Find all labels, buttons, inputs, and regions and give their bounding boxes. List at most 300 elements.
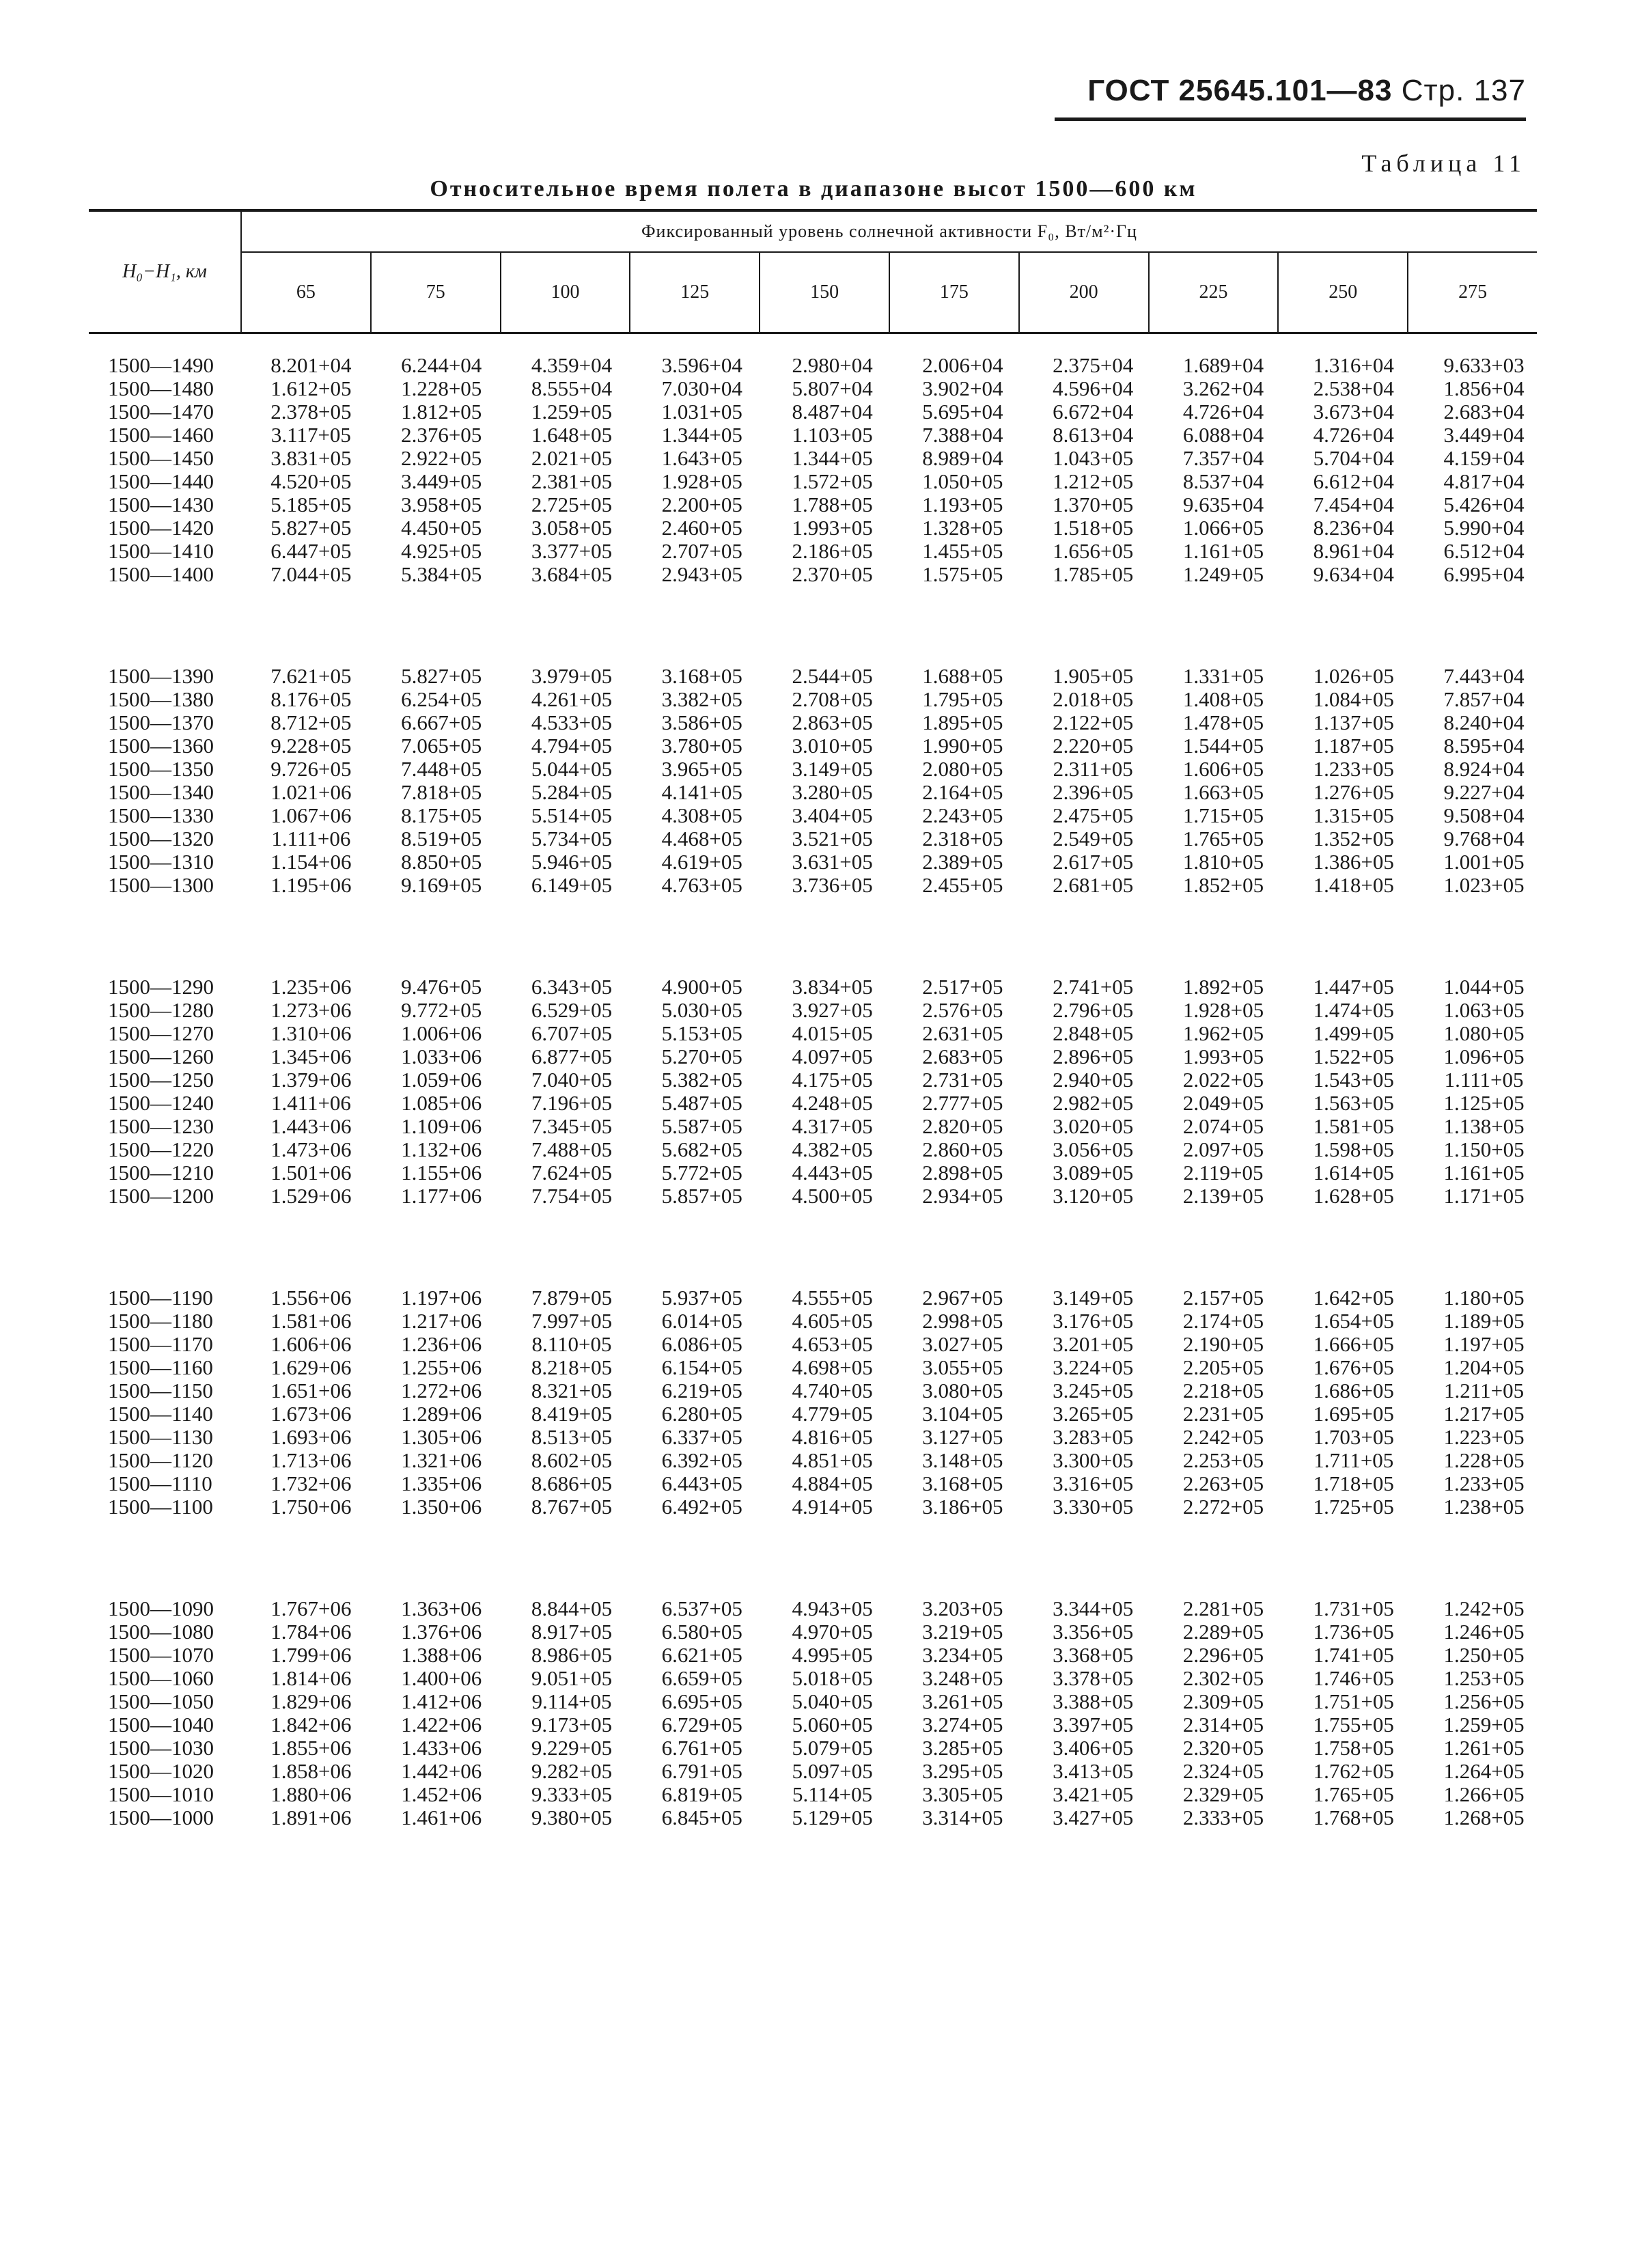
value-cell: 1.412+06 <box>401 1689 482 1713</box>
table-row <box>108 874 1549 897</box>
value-cell: 1.606+05 <box>1182 757 1264 781</box>
value-cell: 1.352+05 <box>1313 827 1394 850</box>
value-cell: 1.767+06 <box>270 1596 352 1620</box>
value-cell: 5.185+05 <box>270 493 352 516</box>
value-cell: 3.055+05 <box>922 1355 1003 1379</box>
value-cell: 6.154+05 <box>661 1355 742 1379</box>
value-cell: 9.476+05 <box>401 975 482 999</box>
value-cell: 1.731+05 <box>1313 1596 1394 1620</box>
value-cell: 5.990+04 <box>1443 516 1525 540</box>
height-range-cell: 1500—1370 <box>108 710 214 734</box>
value-cell: 6.845+05 <box>661 1806 742 1829</box>
value-cell: 8.519+05 <box>401 827 482 850</box>
value-cell: 1.138+05 <box>1443 1114 1525 1138</box>
height-range-cell: 1500—1190 <box>108 1286 213 1310</box>
value-cell: 1.522+05 <box>1313 1045 1394 1068</box>
value-cell: 9.173+05 <box>531 1713 613 1737</box>
value-cell: 1.422+06 <box>401 1713 482 1737</box>
value-cell: 1.518+05 <box>1053 516 1134 540</box>
value-cell: 1.272+06 <box>401 1379 482 1402</box>
height-range-cell: 1500—1390 <box>108 664 214 688</box>
value-cell: 1.204+05 <box>1443 1355 1525 1379</box>
table-title: Относительное время полета в диапазоне высот 1500—600 км <box>430 176 1197 202</box>
height-range-cell: 1500—1220 <box>108 1137 214 1161</box>
value-cell: 1.673+06 <box>270 1402 352 1426</box>
value-cell: 2.378+05 <box>270 400 352 424</box>
height-range-cell: 1500—1200 <box>108 1184 214 1208</box>
value-cell: 4.851+05 <box>792 1448 873 1472</box>
value-cell: 1.689+04 <box>1182 353 1264 377</box>
table-row <box>108 470 1549 493</box>
value-cell: 1.990+05 <box>922 734 1003 758</box>
value-cell: 4.740+05 <box>792 1379 873 1402</box>
value-cell: 5.153+05 <box>661 1021 742 1045</box>
value-cell: 3.834+05 <box>792 975 873 999</box>
solar-level-header: 75 <box>372 253 501 332</box>
value-cell: 6.254+05 <box>401 687 482 711</box>
value-cell: 1.249+05 <box>1182 562 1264 586</box>
value-cell: 3.148+05 <box>922 1448 1003 1472</box>
value-cell: 3.283+05 <box>1053 1425 1134 1449</box>
value-cell: 1.033+06 <box>401 1045 482 1068</box>
value-cell: 7.754+05 <box>531 1184 613 1208</box>
value-cell: 1.447+05 <box>1313 975 1394 999</box>
value-cell: 3.596+04 <box>661 353 742 377</box>
height-range-cell: 1500—1240 <box>108 1091 214 1115</box>
value-cell: 1.686+05 <box>1313 1379 1394 1402</box>
value-cell: 7.621+05 <box>270 664 352 688</box>
table-row <box>108 377 1549 400</box>
value-cell: 6.612+04 <box>1313 469 1394 493</box>
value-cell: 1.211+05 <box>1444 1379 1525 1402</box>
height-range-cell: 1500—1380 <box>108 687 214 711</box>
value-cell: 3.927+05 <box>792 998 873 1022</box>
value-cell: 1.855+06 <box>270 1736 352 1760</box>
value-cell: 1.111+06 <box>271 827 351 850</box>
table-row <box>108 1713 1549 1737</box>
solar-level-header: 100 <box>501 253 631 332</box>
value-cell: 1.103+05 <box>792 423 873 447</box>
value-cell: 1.155+06 <box>401 1161 482 1185</box>
value-cell: 2.707+05 <box>661 539 742 563</box>
value-cell: 3.020+05 <box>1053 1114 1134 1138</box>
value-cell: 2.848+05 <box>1053 1021 1134 1045</box>
table-row <box>108 1068 1549 1092</box>
value-cell: 1.741+05 <box>1313 1643 1394 1667</box>
table-row <box>108 781 1549 804</box>
value-cell: 1.316+04 <box>1313 353 1394 377</box>
height-range-cell: 1500—1210 <box>108 1161 214 1185</box>
value-cell: 1.499+05 <box>1313 1021 1394 1045</box>
table-row <box>108 976 1549 999</box>
value-cell: 3.684+05 <box>531 562 613 586</box>
table-row <box>108 1620 1549 1644</box>
value-cell: 6.621+05 <box>661 1643 742 1667</box>
solar-level-header: 225 <box>1150 253 1279 332</box>
value-cell: 7.857+04 <box>1443 687 1525 711</box>
value-cell: 4.925+05 <box>401 539 482 563</box>
value-cell: 3.377+05 <box>531 539 613 563</box>
value-cell: 1.433+06 <box>401 1736 482 1760</box>
value-cell: 3.736+05 <box>792 873 873 897</box>
value-cell: 1.642+05 <box>1313 1286 1394 1310</box>
height-range-cell: 1500—1180 <box>108 1309 213 1333</box>
value-cell: 1.268+05 <box>1443 1806 1525 1829</box>
value-cell: 1.150+05 <box>1443 1137 1525 1161</box>
value-cell: 8.767+05 <box>531 1495 613 1519</box>
height-range-header: H₀−H₁, км <box>89 212 242 332</box>
value-cell: 1.765+05 <box>1182 827 1264 850</box>
value-cell: 2.174+05 <box>1182 1309 1264 1333</box>
table-row <box>108 1402 1549 1426</box>
value-cell: 2.708+05 <box>792 687 873 711</box>
value-cell: 1.715+05 <box>1182 803 1264 827</box>
value-cell: 5.827+05 <box>401 664 482 688</box>
value-cell: 2.860+05 <box>922 1137 1003 1161</box>
value-cell: 2.538+04 <box>1313 376 1394 400</box>
value-cell: 2.576+05 <box>922 998 1003 1022</box>
value-cell: 6.447+05 <box>270 539 352 563</box>
table-row <box>108 447 1549 470</box>
value-cell: 1.217+05 <box>1443 1402 1525 1426</box>
value-cell: 1.452+06 <box>401 1782 482 1806</box>
height-range-cell: 1500—1160 <box>108 1355 213 1379</box>
value-cell: 4.555+05 <box>792 1286 873 1310</box>
solar-level-header: 275 <box>1458 281 1488 303</box>
value-cell: 7.065+05 <box>401 734 482 758</box>
value-cell: 3.673+04 <box>1313 400 1394 424</box>
value-cell: 8.487+04 <box>792 400 873 424</box>
value-cell: 3.449+04 <box>1443 423 1525 447</box>
value-cell: 2.022+05 <box>1182 1068 1264 1092</box>
value-cell: 8.201+04 <box>270 353 352 377</box>
value-cell: 1.765+05 <box>1313 1782 1394 1806</box>
height-range-cell: 1500—1070 <box>108 1643 214 1667</box>
value-cell: 3.831+05 <box>270 446 352 470</box>
value-cell: 2.218+05 <box>1182 1379 1264 1402</box>
value-cell: 1.732+06 <box>270 1471 352 1495</box>
value-cell: 5.426+04 <box>1443 493 1525 516</box>
value-cell: 1.614+05 <box>1313 1161 1394 1185</box>
value-cell: 9.282+05 <box>531 1759 613 1783</box>
value-cell: 6.529+05 <box>531 998 613 1022</box>
value-cell: 9.508+04 <box>1443 803 1525 827</box>
value-cell: 1.442+06 <box>401 1759 482 1783</box>
table-row <box>108 540 1549 563</box>
value-cell: 3.421+05 <box>1053 1782 1134 1806</box>
value-cell: 1.718+05 <box>1313 1471 1394 1495</box>
value-cell: 5.514+05 <box>531 803 613 827</box>
value-cell: 1.328+05 <box>922 516 1003 540</box>
value-cell: 6.667+05 <box>401 710 482 734</box>
value-cell: 1.388+06 <box>401 1643 482 1667</box>
table-row <box>108 1115 1549 1138</box>
value-cell: 9.169+05 <box>401 873 482 897</box>
value-cell: 2.475+05 <box>1053 803 1134 827</box>
value-cell: 1.021+06 <box>270 780 352 804</box>
value-cell: 4.698+05 <box>792 1355 873 1379</box>
value-cell: 1.993+05 <box>1182 1045 1264 1068</box>
value-cell: 5.114+05 <box>792 1782 873 1806</box>
value-cell: 3.397+05 <box>1053 1713 1134 1737</box>
value-cell: 1.693+06 <box>270 1425 352 1449</box>
value-cell: 6.088+04 <box>1182 423 1264 447</box>
value-cell: 3.058+05 <box>531 516 613 540</box>
table-row <box>108 1161 1549 1185</box>
value-cell: 2.021+05 <box>531 446 613 470</box>
value-cell: 1.400+06 <box>401 1666 482 1690</box>
value-cell: 2.289+05 <box>1182 1620 1264 1644</box>
value-cell: 5.060+05 <box>792 1713 873 1737</box>
value-cell: 5.018+05 <box>792 1666 873 1690</box>
table-row <box>108 1092 1549 1115</box>
value-cell: 7.488+05 <box>531 1137 613 1161</box>
table-row <box>108 1185 1549 1208</box>
value-cell: 6.337+05 <box>661 1425 742 1449</box>
value-cell: 1.713+06 <box>270 1448 352 1472</box>
value-cell: 1.067+06 <box>270 803 352 827</box>
value-cell: 3.186+05 <box>922 1495 1003 1519</box>
value-cell: 4.359+04 <box>531 353 613 377</box>
table-row <box>108 1022 1549 1045</box>
value-cell: 9.634+04 <box>1313 562 1394 586</box>
value-cell: 1.238+05 <box>1443 1495 1525 1519</box>
value-cell: 1.993+05 <box>792 516 873 540</box>
value-cell: 1.711+05 <box>1313 1448 1394 1472</box>
value-cell: 8.555+04 <box>531 376 613 400</box>
value-cell: 3.027+05 <box>922 1332 1003 1356</box>
value-cell: 2.220+05 <box>1053 734 1134 758</box>
value-cell: 1.556+06 <box>270 1286 352 1310</box>
value-cell: 1.376+06 <box>401 1620 482 1644</box>
value-cell: 1.187+05 <box>1313 734 1394 758</box>
height-range-cell: 1500—1010 <box>108 1782 214 1806</box>
value-cell: 1.253+05 <box>1443 1666 1525 1690</box>
height-range-cell: 1500—1410 <box>108 539 214 563</box>
value-cell: 1.085+06 <box>401 1091 482 1115</box>
value-cell: 2.376+05 <box>401 423 482 447</box>
table-row <box>108 850 1549 874</box>
value-cell: 4.317+05 <box>792 1114 873 1138</box>
height-range-cell: 1500—1440 <box>108 469 214 493</box>
value-cell: 9.726+05 <box>270 757 352 781</box>
value-cell: 1.725+05 <box>1313 1495 1394 1519</box>
height-range-cell: 1500—1000 <box>108 1806 214 1829</box>
value-cell: 3.521+05 <box>792 827 873 850</box>
value-cell: 1.656+05 <box>1053 539 1134 563</box>
value-cell: 9.114+05 <box>531 1689 612 1713</box>
value-cell: 5.097+05 <box>792 1759 873 1783</box>
value-cell: 1.177+06 <box>401 1184 482 1208</box>
value-cell: 3.168+05 <box>661 664 742 688</box>
value-cell: 3.586+05 <box>661 710 742 734</box>
value-cell: 2.333+05 <box>1182 1806 1264 1829</box>
value-cell: 5.044+05 <box>531 757 613 781</box>
value-cell: 8.686+05 <box>531 1471 613 1495</box>
value-cell: 5.040+05 <box>792 1689 873 1713</box>
value-cell: 8.712+05 <box>270 710 352 734</box>
table-row <box>108 493 1549 516</box>
value-cell: 7.040+05 <box>531 1068 613 1092</box>
value-cell: 1.050+05 <box>922 469 1003 493</box>
height-range-cell: 1500—1340 <box>108 780 214 804</box>
table-row <box>108 1286 1549 1310</box>
height-range-cell: 1500—1250 <box>108 1068 214 1092</box>
value-cell: 1.474+05 <box>1313 998 1394 1022</box>
value-cell: 1.264+05 <box>1443 1759 1525 1783</box>
value-cell: 1.379+06 <box>270 1068 352 1092</box>
value-cell: 3.406+05 <box>1053 1736 1134 1760</box>
value-cell: 1.755+05 <box>1313 1713 1394 1737</box>
value-cell: 5.734+05 <box>531 827 613 850</box>
value-cell: 1.044+05 <box>1443 975 1525 999</box>
solar-level-header: 250 <box>1279 253 1408 332</box>
value-cell: 4.500+05 <box>792 1184 873 1208</box>
value-cell: 1.788+05 <box>792 493 873 516</box>
value-cell: 1.255+06 <box>401 1355 482 1379</box>
value-cell: 6.580+05 <box>661 1620 742 1644</box>
value-cell: 6.244+04 <box>401 353 482 377</box>
value-cell: 3.080+05 <box>922 1379 1003 1402</box>
value-cell: 8.236+04 <box>1313 516 1394 540</box>
value-cell: 2.863+05 <box>792 710 873 734</box>
standard-number: ГОСТ 25645.101—83 <box>1087 74 1393 107</box>
value-cell: 5.030+05 <box>661 998 742 1022</box>
value-cell: 4.248+05 <box>792 1091 873 1115</box>
value-cell: 1.799+06 <box>270 1643 352 1667</box>
value-cell: 4.520+05 <box>270 469 352 493</box>
value-cell: 4.884+05 <box>792 1471 873 1495</box>
solar-level-header: 125 <box>630 253 760 332</box>
value-cell: 3.427+05 <box>1053 1806 1134 1829</box>
value-cell: 3.382+05 <box>661 687 742 711</box>
value-cell: 3.120+05 <box>1053 1184 1134 1208</box>
value-cell: 8.218+05 <box>531 1355 613 1379</box>
value-cell: 2.074+05 <box>1182 1114 1264 1138</box>
value-cell: 2.272+05 <box>1182 1495 1264 1519</box>
value-cell: 1.501+06 <box>270 1161 352 1185</box>
value-cell: 4.468+05 <box>661 827 742 850</box>
value-cell: 3.300+05 <box>1053 1448 1134 1472</box>
value-cell: 1.676+05 <box>1313 1355 1394 1379</box>
value-cell: 1.259+05 <box>1443 1713 1525 1737</box>
value-cell: 2.796+05 <box>1053 998 1134 1022</box>
value-cell: 1.217+06 <box>401 1309 482 1333</box>
value-cell: 8.850+05 <box>401 850 482 874</box>
value-cell: 1.736+05 <box>1313 1620 1394 1644</box>
value-cell: 1.344+05 <box>792 446 873 470</box>
data-block <box>108 976 1549 1208</box>
value-cell: 5.937+05 <box>661 1286 742 1310</box>
value-cell: 1.161+05 <box>1443 1161 1525 1185</box>
value-cell: 5.946+05 <box>531 850 613 874</box>
value-cell: 9.227+04 <box>1443 780 1525 804</box>
table-row <box>108 734 1549 758</box>
table-row <box>108 400 1549 424</box>
value-cell: 1.228+05 <box>401 376 482 400</box>
value-cell: 1.478+05 <box>1182 710 1264 734</box>
value-cell: 1.858+06 <box>270 1759 352 1783</box>
value-cell: 2.242+05 <box>1182 1425 1264 1449</box>
value-cell: 4.605+05 <box>792 1309 873 1333</box>
height-range-cell: 1500—1330 <box>108 803 214 827</box>
table-row <box>108 999 1549 1022</box>
value-cell: 4.653+05 <box>792 1332 873 1356</box>
value-cell: 3.344+05 <box>1053 1596 1134 1620</box>
value-cell: 2.943+05 <box>661 562 742 586</box>
value-cell: 2.164+05 <box>922 780 1003 804</box>
value-cell: 6.280+05 <box>661 1402 742 1426</box>
value-cell: 1.695+05 <box>1313 1402 1394 1426</box>
height-range-cell: 1500—1100 <box>108 1495 213 1519</box>
value-cell: 2.725+05 <box>531 493 613 516</box>
value-cell: 6.219+05 <box>661 1379 742 1402</box>
value-cell: 1.891+06 <box>270 1806 352 1829</box>
value-cell: 1.066+05 <box>1182 516 1264 540</box>
value-cell: 2.296+05 <box>1182 1643 1264 1667</box>
value-cell: 6.707+05 <box>531 1021 613 1045</box>
table-row <box>108 1310 1549 1333</box>
value-cell: 3.201+05 <box>1053 1332 1134 1356</box>
value-cell: 7.030+04 <box>661 376 742 400</box>
value-cell: 3.780+05 <box>661 734 742 758</box>
table-number: Таблица 11 <box>1361 150 1526 177</box>
value-cell: 3.219+05 <box>922 1620 1003 1644</box>
value-cell: 3.958+05 <box>401 493 482 516</box>
height-range-cell: 1500—1400 <box>108 562 214 586</box>
data-block <box>108 665 1549 897</box>
value-cell: 5.704+04 <box>1313 446 1394 470</box>
value-cell: 6.729+05 <box>661 1713 742 1737</box>
value-cell: 3.449+05 <box>401 469 482 493</box>
value-cell: 3.378+05 <box>1053 1666 1134 1690</box>
value-cell: 1.310+06 <box>270 1021 352 1045</box>
value-cell: 4.308+05 <box>661 803 742 827</box>
value-cell: 1.161+05 <box>1182 539 1264 563</box>
value-cell: 1.629+06 <box>270 1355 352 1379</box>
value-cell: 1.829+06 <box>270 1689 352 1713</box>
value-cell: 4.619+05 <box>661 850 742 874</box>
value-cell: 3.280+05 <box>792 780 873 804</box>
value-cell: 1.180+05 <box>1443 1286 1525 1310</box>
value-cell: 1.461+06 <box>401 1806 482 1829</box>
value-cell: 1.276+05 <box>1313 780 1394 804</box>
value-cell: 8.240+04 <box>1443 710 1525 734</box>
value-cell: 1.895+05 <box>922 710 1003 734</box>
value-cell: 6.149+05 <box>531 873 613 897</box>
value-cell: 4.914+05 <box>792 1495 873 1519</box>
value-cell: 1.363+06 <box>401 1596 482 1620</box>
height-range-cell: 1500—1360 <box>108 734 214 758</box>
value-cell: 1.654+05 <box>1313 1309 1394 1333</box>
table-row <box>108 1426 1549 1449</box>
value-cell: 2.375+04 <box>1053 353 1134 377</box>
value-cell: 1.344+05 <box>661 423 742 447</box>
value-cell: 3.274+05 <box>922 1713 1003 1737</box>
value-cell: 6.512+04 <box>1443 539 1525 563</box>
value-cell: 1.132+06 <box>401 1137 482 1161</box>
table-row <box>108 1333 1549 1356</box>
value-cell: 7.388+04 <box>922 423 1003 447</box>
value-cell: 8.513+05 <box>531 1425 613 1449</box>
value-cell: 4.015+05 <box>792 1021 873 1045</box>
value-cell: 1.043+05 <box>1053 446 1134 470</box>
height-range-cell: 1500—1450 <box>108 446 214 470</box>
value-cell: 2.820+05 <box>922 1114 1003 1138</box>
value-cell: 8.176+05 <box>270 687 352 711</box>
value-cell: 2.119+05 <box>1183 1161 1264 1185</box>
value-cell: 2.940+05 <box>1053 1068 1134 1092</box>
